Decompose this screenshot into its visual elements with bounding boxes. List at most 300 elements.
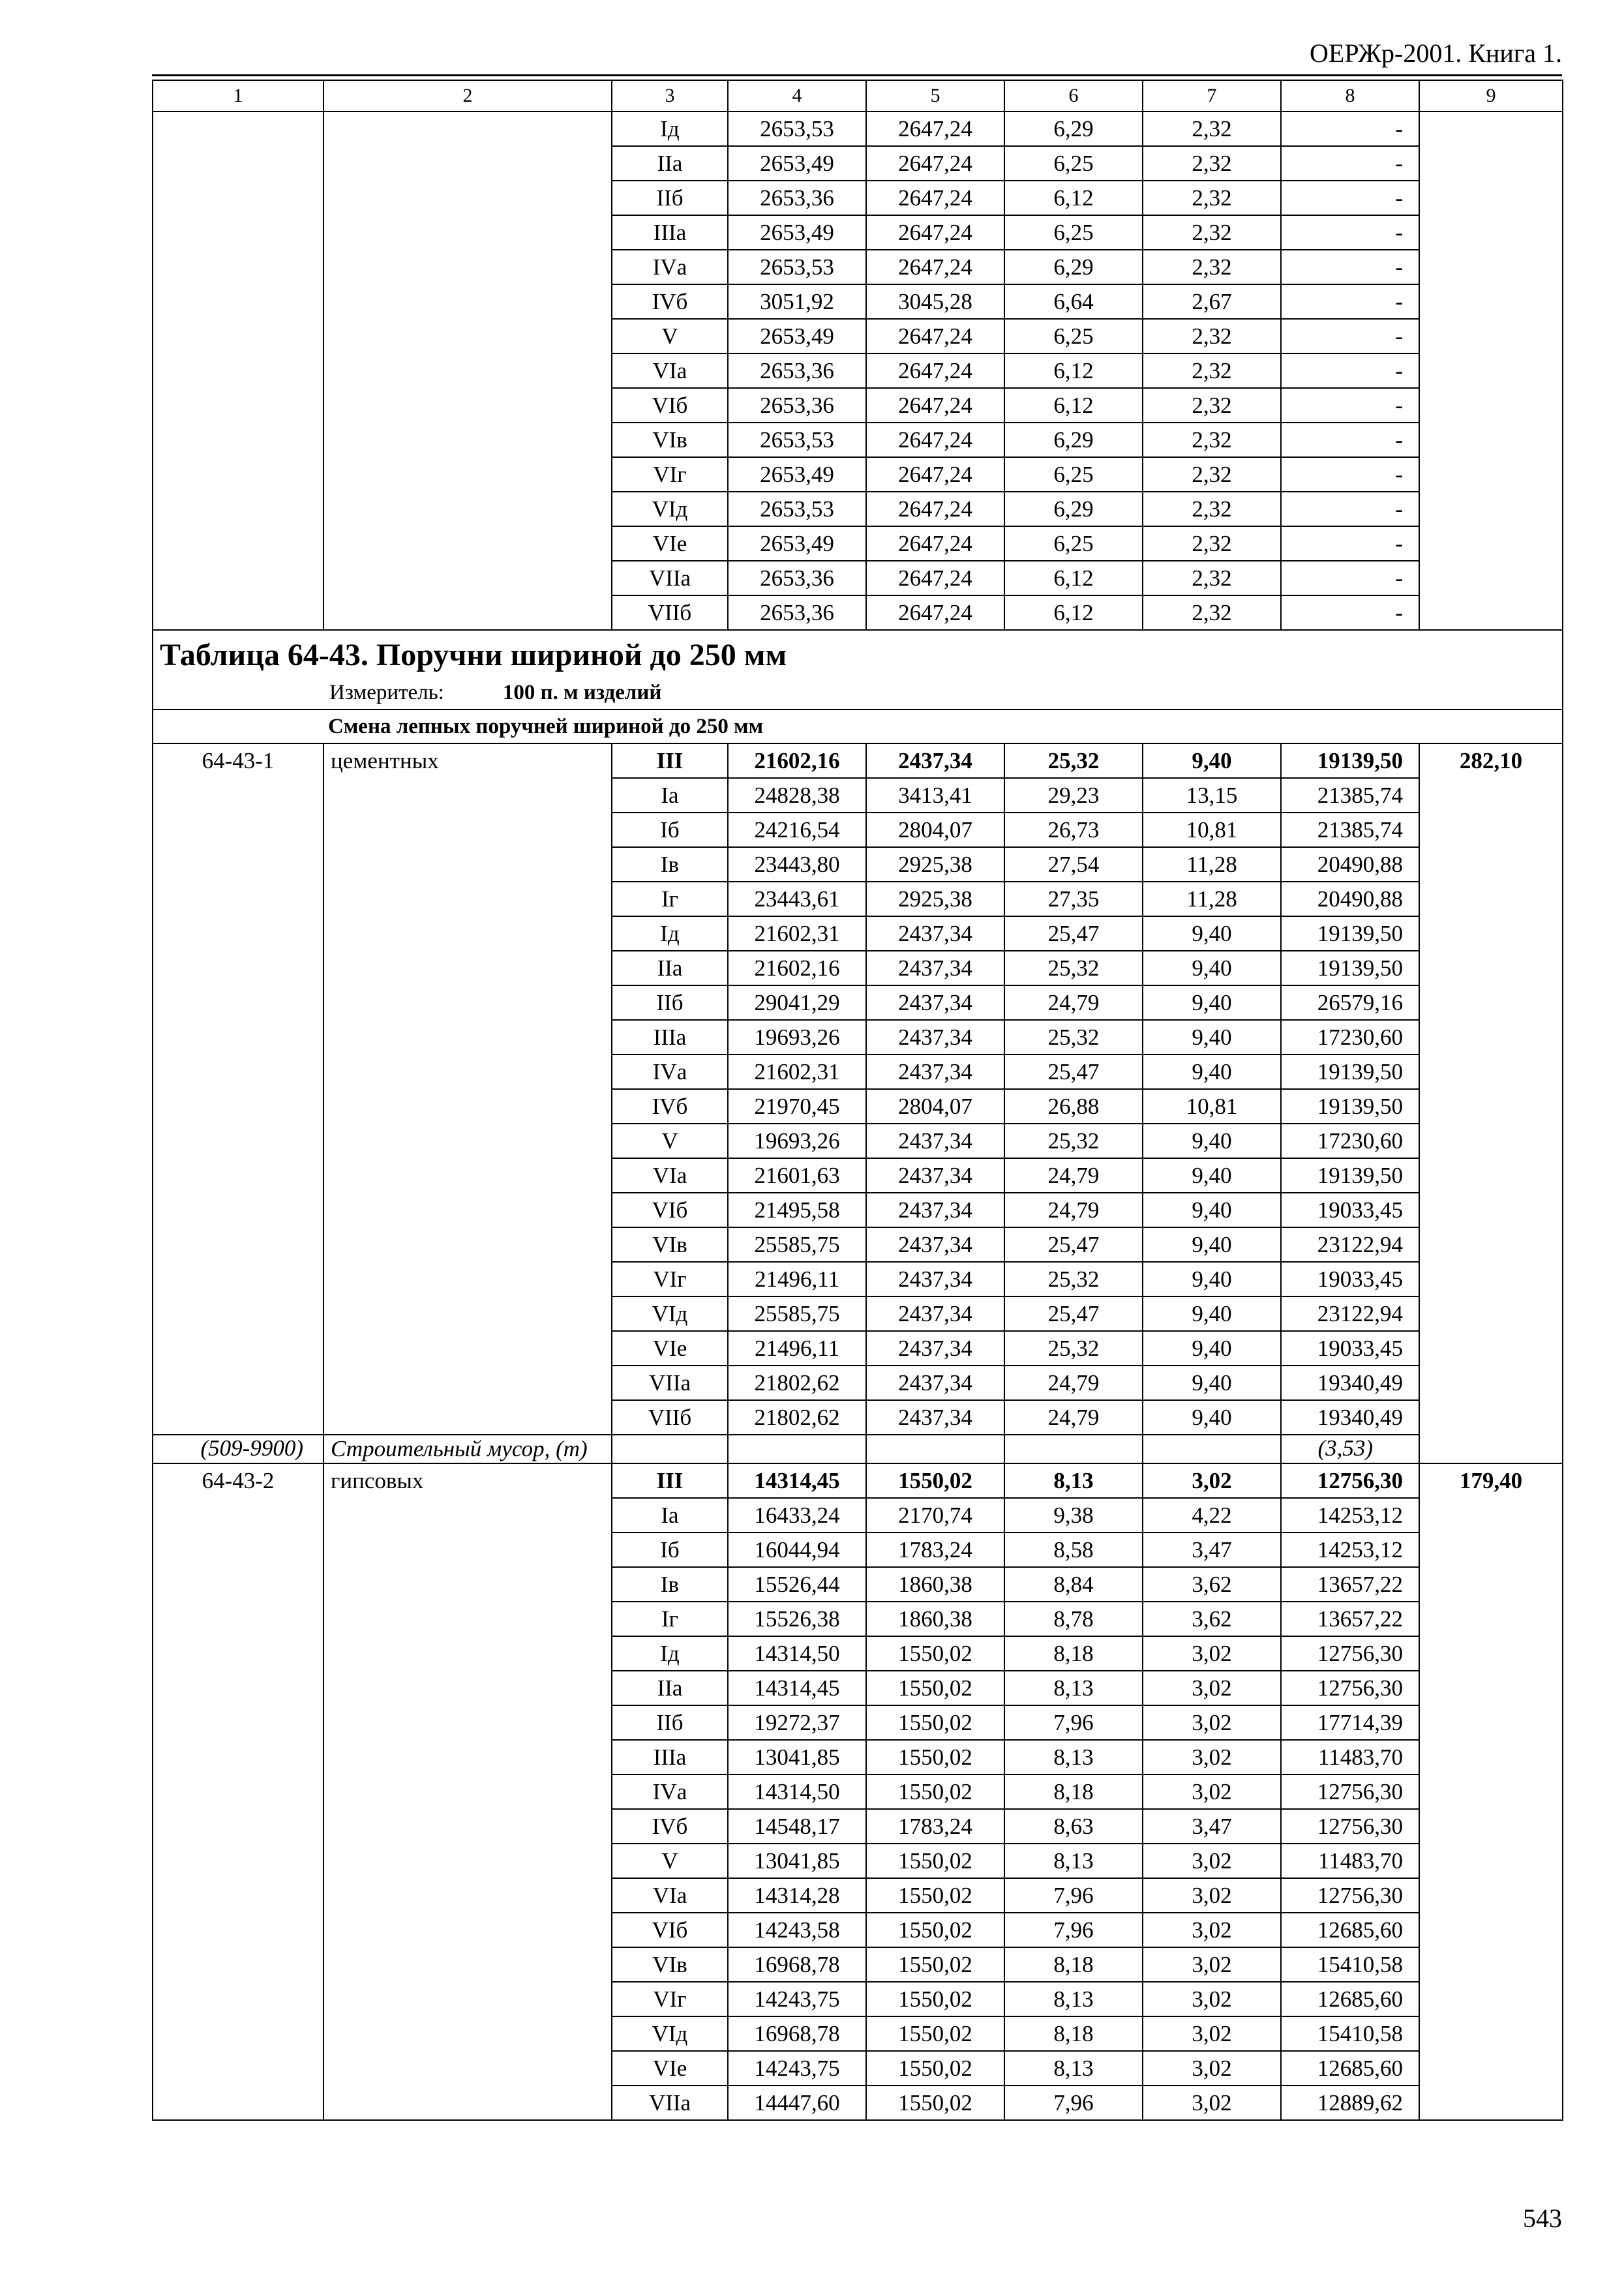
materials-cell: 19139,50 — [1281, 1089, 1419, 1124]
labor-wages-cell: 2925,38 — [866, 847, 1004, 882]
machinist-wages-cell: 3,62 — [1143, 1602, 1281, 1636]
labor-wages-cell: 1550,02 — [866, 2016, 1004, 2051]
direct-costs-cell: 15526,44 — [728, 1567, 866, 1602]
direct-costs-cell: 2653,36 — [728, 181, 866, 215]
machines-cell: 29,23 — [1004, 778, 1143, 813]
materials-cell: 12756,30 — [1281, 1809, 1419, 1844]
direct-costs-cell: 14314,50 — [728, 1774, 866, 1809]
machines-cell: 26,88 — [1004, 1089, 1143, 1124]
labor-wages-cell: 2647,24 — [866, 112, 1004, 146]
materials-cell: 21385,74 — [1281, 813, 1419, 847]
machinist-wages-cell: 2,32 — [1143, 492, 1281, 526]
materials-cell: 19033,45 — [1281, 1331, 1419, 1366]
direct-costs-cell: 21602,16 — [728, 951, 866, 985]
labor-wages-cell: 2647,24 — [866, 423, 1004, 457]
machinist-wages-cell: 9,40 — [1143, 1158, 1281, 1193]
zone-cell: VIб — [612, 1913, 728, 1947]
direct-costs-cell: 16433,24 — [728, 1498, 866, 1533]
column-number: 3 — [612, 80, 728, 112]
materials-cell: 12685,60 — [1281, 1982, 1419, 2016]
materials-cell: 19340,49 — [1281, 1400, 1419, 1435]
materials-cell: 19139,50 — [1281, 916, 1419, 951]
machinist-wages-cell: 3,02 — [1143, 1705, 1281, 1740]
empty-cell — [612, 1435, 728, 1463]
materials-cell: 12756,30 — [1281, 1636, 1419, 1671]
direct-costs-cell: 21496,11 — [728, 1262, 866, 1296]
labor-wages-cell: 1783,24 — [866, 1533, 1004, 1567]
direct-costs-cell: 16044,94 — [728, 1533, 866, 1567]
zone-cell: IIб — [612, 985, 728, 1020]
labor-wages-cell: 1550,02 — [866, 1878, 1004, 1913]
machines-cell: 6,25 — [1004, 457, 1143, 492]
empty-cell — [1143, 1435, 1281, 1463]
labor-wages-cell: 2437,34 — [866, 1400, 1004, 1435]
zone-cell: Iа — [612, 1498, 728, 1533]
labor-wages-cell: 1550,02 — [866, 1913, 1004, 1947]
zone-cell: VIе — [612, 2051, 728, 2086]
zone-cell: IIб — [612, 181, 728, 215]
machinist-wages-cell: 2,32 — [1143, 561, 1281, 595]
machines-cell: 7,96 — [1004, 1913, 1143, 1947]
machinist-wages-cell: 9,40 — [1143, 1124, 1281, 1158]
zone-cell: V — [612, 1844, 728, 1878]
code-cell — [153, 112, 323, 630]
materials-cell: 13657,22 — [1281, 1567, 1419, 1602]
zone-cell: VIб — [612, 388, 728, 423]
materials-cell: 20490,88 — [1281, 882, 1419, 916]
direct-costs-cell: 2653,53 — [728, 112, 866, 146]
machinist-wages-cell: 11,28 — [1143, 882, 1281, 916]
materials-cell: 19139,50 — [1281, 743, 1419, 778]
machines-cell: 25,32 — [1004, 1020, 1143, 1055]
machinist-wages-cell: 13,15 — [1143, 778, 1281, 813]
zone-cell: VIа — [612, 1158, 728, 1193]
machinist-wages-cell: 3,02 — [1143, 1878, 1281, 1913]
materials-cell: 19340,49 — [1281, 1366, 1419, 1400]
labor-wages-cell: 2437,34 — [866, 1227, 1004, 1262]
machines-cell: 25,32 — [1004, 1262, 1143, 1296]
labor-wages-cell: 3045,28 — [866, 284, 1004, 319]
machinist-wages-cell: 3,02 — [1143, 1947, 1281, 1982]
machinist-wages-cell: 9,40 — [1143, 985, 1281, 1020]
materials-cell: - — [1281, 423, 1419, 457]
machines-cell: 6,12 — [1004, 353, 1143, 388]
machinist-wages-cell: 3,02 — [1143, 1636, 1281, 1671]
direct-costs-cell: 2653,49 — [728, 146, 866, 181]
machines-cell: 24,79 — [1004, 1193, 1143, 1227]
direct-costs-cell: 2653,53 — [728, 423, 866, 457]
labor-wages-cell: 2647,24 — [866, 595, 1004, 630]
direct-costs-cell: 14314,28 — [728, 1878, 866, 1913]
direct-costs-cell: 24828,38 — [728, 778, 866, 813]
direct-costs-cell: 14447,60 — [728, 2086, 866, 2120]
materials-cell: 19139,50 — [1281, 1158, 1419, 1193]
machinist-wages-cell: 10,81 — [1143, 1089, 1281, 1124]
zone-cell: Iв — [612, 1567, 728, 1602]
zone-cell: Iб — [612, 1533, 728, 1567]
direct-costs-cell: 13041,85 — [728, 1844, 866, 1878]
labor-wages-cell: 1550,02 — [866, 1671, 1004, 1705]
labor-wages-cell: 2437,34 — [866, 1020, 1004, 1055]
materials-cell: 15410,58 — [1281, 1947, 1419, 1982]
machinist-wages-cell: 3,02 — [1143, 1671, 1281, 1705]
direct-costs-cell: 19272,37 — [728, 1705, 866, 1740]
materials-cell: 19033,45 — [1281, 1262, 1419, 1296]
column-number: 5 — [866, 80, 1004, 112]
machinist-wages-cell: 2,67 — [1143, 284, 1281, 319]
zone-cell: VIIа — [612, 2086, 728, 2120]
machinist-wages-cell: 2,32 — [1143, 595, 1281, 630]
materials-cell: 17714,39 — [1281, 1705, 1419, 1740]
table-row — [153, 112, 1563, 146]
labor-wages-cell: 2437,34 — [866, 1055, 1004, 1089]
machines-cell: 8,13 — [1004, 1844, 1143, 1878]
labor-cell: 179,40 — [1419, 1463, 1563, 2120]
zone-cell: VIд — [612, 2016, 728, 2051]
materials-cell: 11483,70 — [1281, 1844, 1419, 1878]
zone-cell: VIв — [612, 1947, 728, 1982]
zone-cell: IVб — [612, 284, 728, 319]
machines-cell: 25,47 — [1004, 1055, 1143, 1089]
direct-costs-cell: 21602,31 — [728, 1055, 866, 1089]
machines-cell: 6,25 — [1004, 319, 1143, 353]
table-title: Таблица 64-43. Поручни шириной до 250 мм — [160, 638, 787, 672]
machinist-wages-cell: 3,02 — [1143, 1982, 1281, 2016]
zone-cell: IVа — [612, 250, 728, 284]
labor-wages-cell: 2647,24 — [866, 319, 1004, 353]
direct-costs-cell: 24216,54 — [728, 813, 866, 847]
code-cell: 64-43-1 — [153, 743, 323, 1435]
direct-costs-cell: 14548,17 — [728, 1809, 866, 1844]
materials-cell: 20490,88 — [1281, 847, 1419, 882]
materials-cell: 17230,60 — [1281, 1124, 1419, 1158]
direct-costs-cell: 14243,75 — [728, 2051, 866, 2086]
zone-cell: IVб — [612, 1809, 728, 1844]
waste-name-cell: Строительный мусор, (т) — [323, 1435, 612, 1463]
machines-cell: 6,29 — [1004, 250, 1143, 284]
machines-cell: 8,13 — [1004, 1463, 1143, 1498]
column-number: 9 — [1419, 80, 1563, 112]
labor-wages-cell: 1860,38 — [866, 1567, 1004, 1602]
machinist-wages-cell: 2,32 — [1143, 146, 1281, 181]
materials-cell: - — [1281, 146, 1419, 181]
table-row — [153, 743, 1563, 778]
machines-cell: 7,96 — [1004, 2086, 1143, 2120]
zone-cell: III — [612, 743, 728, 778]
machines-cell: 8,18 — [1004, 1947, 1143, 1982]
materials-cell: - — [1281, 353, 1419, 388]
direct-costs-cell: 14243,75 — [728, 1982, 866, 2016]
zone-cell: Iг — [612, 882, 728, 916]
zone-cell: IIIа — [612, 1020, 728, 1055]
machinist-wages-cell: 3,02 — [1143, 1463, 1281, 1498]
zone-cell: VIв — [612, 1227, 728, 1262]
materials-cell: 17230,60 — [1281, 1020, 1419, 1055]
labor-wages-cell: 1550,02 — [866, 1636, 1004, 1671]
machinist-wages-cell: 3,47 — [1143, 1533, 1281, 1567]
materials-cell: 19139,50 — [1281, 1055, 1419, 1089]
materials-cell: 23122,94 — [1281, 1296, 1419, 1331]
empty-cell — [1004, 1435, 1143, 1463]
name-cell — [323, 112, 612, 630]
zone-cell: Iд — [612, 916, 728, 951]
waste-row — [153, 1435, 1563, 1463]
machinist-wages-cell: 9,40 — [1143, 1193, 1281, 1227]
materials-cell: - — [1281, 561, 1419, 595]
machinist-wages-cell: 9,40 — [1143, 1055, 1281, 1089]
materials-cell: 12685,60 — [1281, 2051, 1419, 2086]
direct-costs-cell: 21495,58 — [728, 1193, 866, 1227]
labor-wages-cell: 1550,02 — [866, 2086, 1004, 2120]
machines-cell: 25,32 — [1004, 743, 1143, 778]
column-number: 8 — [1281, 80, 1419, 112]
materials-cell: - — [1281, 112, 1419, 146]
machines-cell: 8,63 — [1004, 1809, 1143, 1844]
name-cell: гипсовых — [323, 1463, 612, 2120]
direct-costs-cell: 21601,63 — [728, 1158, 866, 1193]
materials-cell: 12756,30 — [1281, 1774, 1419, 1809]
machinist-wages-cell: 2,32 — [1143, 319, 1281, 353]
machines-cell: 7,96 — [1004, 1878, 1143, 1913]
labor-wages-cell: 1550,02 — [866, 2051, 1004, 2086]
machines-cell: 6,12 — [1004, 181, 1143, 215]
machines-cell: 6,29 — [1004, 112, 1143, 146]
column-number: 2 — [323, 80, 612, 112]
zone-cell: V — [612, 319, 728, 353]
materials-cell: - — [1281, 319, 1419, 353]
materials-cell: 12685,60 — [1281, 1913, 1419, 1947]
machines-cell: 27,35 — [1004, 882, 1143, 916]
direct-costs-cell: 16968,78 — [728, 1947, 866, 1982]
machinist-wages-cell: 3,02 — [1143, 1844, 1281, 1878]
column-number: 4 — [728, 80, 866, 112]
direct-costs-cell: 2653,36 — [728, 388, 866, 423]
zone-cell: IIб — [612, 1705, 728, 1740]
machines-cell: 6,64 — [1004, 284, 1143, 319]
zone-cell: VIIб — [612, 1400, 728, 1435]
zone-cell: VIг — [612, 457, 728, 492]
labor-wages-cell: 1550,02 — [866, 1982, 1004, 2016]
code-cell: 64-43-2 — [153, 1463, 323, 2120]
zone-cell: III — [612, 1463, 728, 1498]
materials-cell: - — [1281, 215, 1419, 250]
labor-wages-cell: 2647,24 — [866, 353, 1004, 388]
machines-cell: 8,84 — [1004, 1567, 1143, 1602]
labor-wages-cell: 2804,07 — [866, 1089, 1004, 1124]
labor-wages-cell: 2925,38 — [866, 882, 1004, 916]
machines-cell: 25,47 — [1004, 916, 1143, 951]
machinist-wages-cell: 9,40 — [1143, 1262, 1281, 1296]
machinist-wages-cell: 3,02 — [1143, 1774, 1281, 1809]
direct-costs-cell: 15526,38 — [728, 1602, 866, 1636]
direct-costs-cell: 21602,31 — [728, 916, 866, 951]
waste-value-cell: (3,53) — [1281, 1435, 1419, 1463]
machines-cell: 8,13 — [1004, 1740, 1143, 1774]
machines-cell: 24,79 — [1004, 985, 1143, 1020]
labor-wages-cell: 2437,34 — [866, 985, 1004, 1020]
materials-cell: 12756,30 — [1281, 1671, 1419, 1705]
labor-wages-cell: 2647,24 — [866, 561, 1004, 595]
labor-wages-cell: 2437,34 — [866, 1296, 1004, 1331]
machinist-wages-cell: 9,40 — [1143, 1020, 1281, 1055]
direct-costs-cell: 23443,80 — [728, 847, 866, 882]
direct-costs-cell: 3051,92 — [728, 284, 866, 319]
direct-costs-cell: 29041,29 — [728, 985, 866, 1020]
direct-costs-cell: 14243,58 — [728, 1913, 866, 1947]
machines-cell: 7,96 — [1004, 1705, 1143, 1740]
machinist-wages-cell: 3,02 — [1143, 1740, 1281, 1774]
zone-cell: Iг — [612, 1602, 728, 1636]
labor-cell — [1419, 112, 1563, 630]
machines-cell: 6,25 — [1004, 526, 1143, 561]
machinist-wages-cell: 2,32 — [1143, 112, 1281, 146]
materials-cell: 14253,12 — [1281, 1533, 1419, 1567]
direct-costs-cell: 2653,49 — [728, 526, 866, 561]
materials-cell: 12889,62 — [1281, 2086, 1419, 2120]
column-number: 1 — [153, 80, 323, 112]
materials-cell: - — [1281, 526, 1419, 561]
labor-wages-cell: 2437,34 — [866, 743, 1004, 778]
materials-cell: 13657,22 — [1281, 1602, 1419, 1636]
zone-cell: Iв — [612, 847, 728, 882]
materials-cell: 14253,12 — [1281, 1498, 1419, 1533]
labor-wages-cell: 1550,02 — [866, 1947, 1004, 1982]
labor-wages-cell: 2437,34 — [866, 916, 1004, 951]
zone-cell: VIе — [612, 526, 728, 561]
machines-cell: 8,18 — [1004, 2016, 1143, 2051]
machinist-wages-cell: 3,02 — [1143, 2051, 1281, 2086]
machines-cell: 6,12 — [1004, 561, 1143, 595]
table-title-block — [153, 630, 1563, 710]
machines-cell: 25,47 — [1004, 1296, 1143, 1331]
direct-costs-cell: 14314,45 — [728, 1671, 866, 1705]
machinist-wages-cell: 10,81 — [1143, 813, 1281, 847]
materials-cell: 19139,50 — [1281, 951, 1419, 985]
labor-wages-cell: 1550,02 — [866, 1844, 1004, 1878]
direct-costs-cell: 14314,45 — [728, 1463, 866, 1498]
materials-cell: - — [1281, 492, 1419, 526]
machines-cell: 25,32 — [1004, 1124, 1143, 1158]
labor-wages-cell: 2437,34 — [866, 1158, 1004, 1193]
page-number: 543 — [1523, 2204, 1562, 2233]
machinist-wages-cell: 9,40 — [1143, 1227, 1281, 1262]
labor-wages-cell: 2437,34 — [866, 1124, 1004, 1158]
labor-wages-cell: 1550,02 — [866, 1705, 1004, 1740]
direct-costs-cell: 2653,49 — [728, 319, 866, 353]
machines-cell: 6,29 — [1004, 423, 1143, 457]
zone-cell: IIIа — [612, 215, 728, 250]
zone-cell: Iд — [612, 112, 728, 146]
machines-cell: 25,32 — [1004, 1331, 1143, 1366]
machines-cell: 8,18 — [1004, 1636, 1143, 1671]
direct-costs-cell: 2653,36 — [728, 561, 866, 595]
direct-costs-cell: 13041,85 — [728, 1740, 866, 1774]
direct-costs-cell: 2653,53 — [728, 250, 866, 284]
labor-wages-cell: 2647,24 — [866, 215, 1004, 250]
machinist-wages-cell: 9,40 — [1143, 1331, 1281, 1366]
zone-cell: IVа — [612, 1774, 728, 1809]
direct-costs-cell: 25585,75 — [728, 1227, 866, 1262]
direct-costs-cell: 21802,62 — [728, 1366, 866, 1400]
labor-wages-cell: 2437,34 — [866, 1366, 1004, 1400]
machinist-wages-cell: 9,40 — [1143, 1366, 1281, 1400]
zone-cell: VIIб — [612, 595, 728, 630]
materials-cell: 26579,16 — [1281, 985, 1419, 1020]
machinist-wages-cell: 9,40 — [1143, 916, 1281, 951]
machinist-wages-cell: 3,47 — [1143, 1809, 1281, 1844]
machines-cell: 6,12 — [1004, 388, 1143, 423]
direct-costs-cell: 21802,62 — [728, 1400, 866, 1435]
zone-cell: VIг — [612, 1982, 728, 2016]
machines-cell: 8,13 — [1004, 1671, 1143, 1705]
machinist-wages-cell: 2,32 — [1143, 250, 1281, 284]
zone-cell: VIв — [612, 423, 728, 457]
machinist-wages-cell: 9,40 — [1143, 1400, 1281, 1435]
direct-costs-cell: 2653,36 — [728, 595, 866, 630]
table-row — [153, 1463, 1563, 1498]
empty-cell — [866, 1435, 1004, 1463]
materials-cell: - — [1281, 181, 1419, 215]
zone-cell: VIа — [612, 353, 728, 388]
materials-cell: - — [1281, 457, 1419, 492]
materials-cell: - — [1281, 284, 1419, 319]
meter-label: Измеритель: — [329, 681, 444, 704]
machinist-wages-cell: 9,40 — [1143, 951, 1281, 985]
labor-wages-cell: 2647,24 — [866, 492, 1004, 526]
zone-cell: IVб — [612, 1089, 728, 1124]
direct-costs-cell: 19693,26 — [728, 1124, 866, 1158]
labor-wages-cell: 3413,41 — [866, 778, 1004, 813]
waste-code-cell: (509-9900) — [153, 1435, 323, 1463]
zone-cell: IVа — [612, 1055, 728, 1089]
zone-cell: VIIа — [612, 561, 728, 595]
empty-cell — [728, 1435, 866, 1463]
direct-costs-cell: 19693,26 — [728, 1020, 866, 1055]
machines-cell: 24,79 — [1004, 1158, 1143, 1193]
machinist-wages-cell: 2,32 — [1143, 215, 1281, 250]
machines-cell: 8,78 — [1004, 1602, 1143, 1636]
labor-wages-cell: 2647,24 — [866, 388, 1004, 423]
machines-cell: 6,29 — [1004, 492, 1143, 526]
column-number-row — [153, 80, 1563, 112]
machines-cell: 25,47 — [1004, 1227, 1143, 1262]
labor-wages-cell: 2647,24 — [866, 146, 1004, 181]
labor-wages-cell: 2804,07 — [866, 813, 1004, 847]
zone-cell: VIд — [612, 492, 728, 526]
machines-cell: 8,13 — [1004, 2051, 1143, 2086]
machinist-wages-cell: 2,32 — [1143, 423, 1281, 457]
labor-wages-cell: 1550,02 — [866, 1463, 1004, 1498]
materials-cell: 19033,45 — [1281, 1193, 1419, 1227]
zone-cell: VIг — [612, 1262, 728, 1296]
materials-cell: 15410,58 — [1281, 2016, 1419, 2051]
zone-cell: Iд — [612, 1636, 728, 1671]
labor-wages-cell: 1550,02 — [866, 1740, 1004, 1774]
labor-wages-cell: 2647,24 — [866, 181, 1004, 215]
machinist-wages-cell: 2,32 — [1143, 181, 1281, 215]
materials-cell: 21385,74 — [1281, 778, 1419, 813]
labor-wages-cell: 2170,74 — [866, 1498, 1004, 1533]
machinist-wages-cell: 2,32 — [1143, 353, 1281, 388]
materials-cell: - — [1281, 388, 1419, 423]
machinist-wages-cell: 11,28 — [1143, 847, 1281, 882]
direct-costs-cell: 2653,49 — [728, 457, 866, 492]
machines-cell: 8,13 — [1004, 1982, 1143, 2016]
table-subtitle: Смена лепных поручней шириной до 250 мм — [153, 710, 1563, 743]
machines-cell: 26,73 — [1004, 813, 1143, 847]
labor-wages-cell: 2437,34 — [866, 1193, 1004, 1227]
machines-cell: 6,25 — [1004, 146, 1143, 181]
